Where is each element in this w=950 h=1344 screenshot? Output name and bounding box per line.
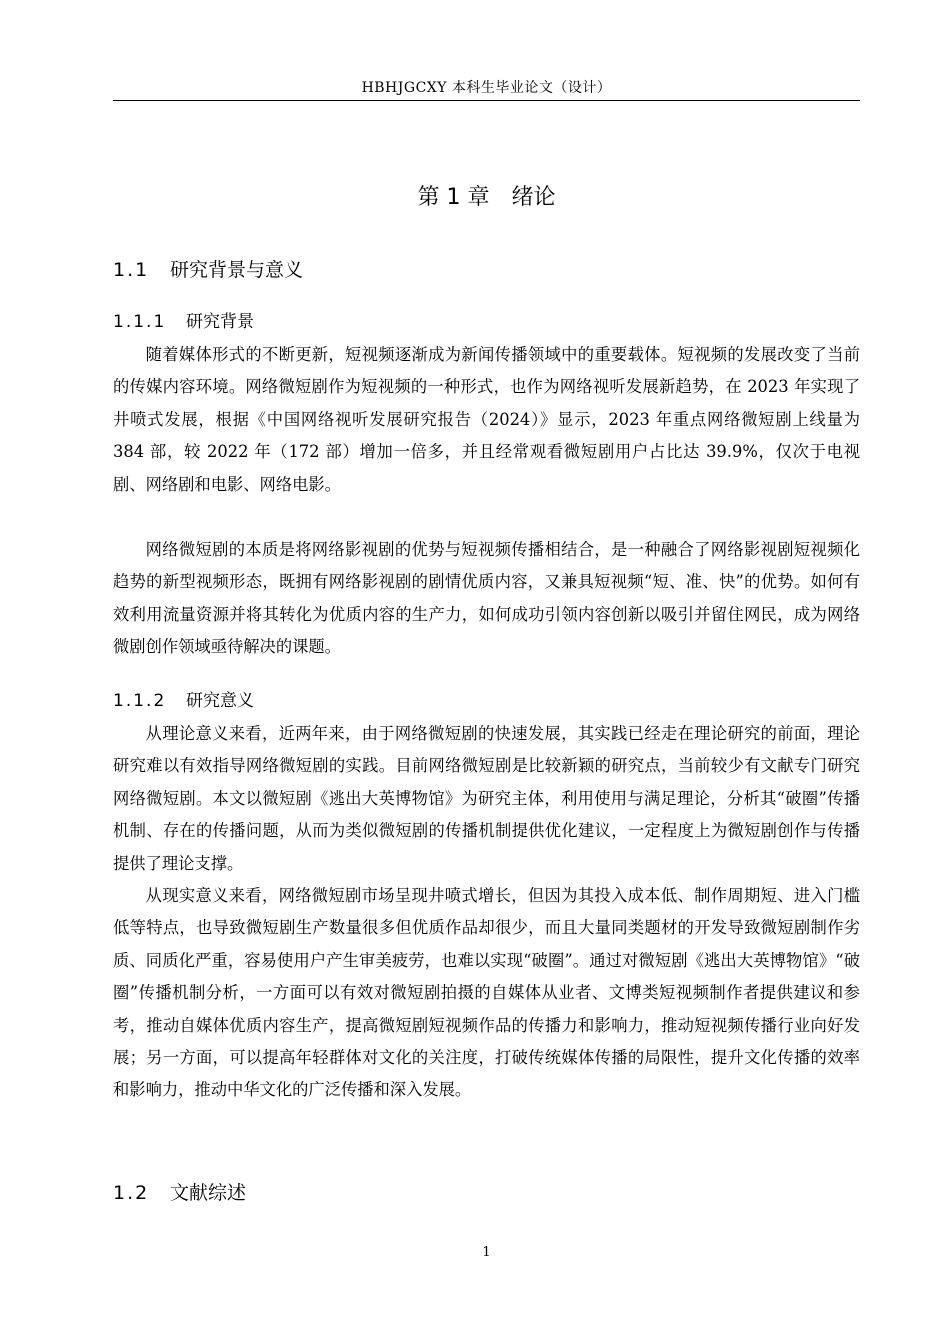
- section-number: 1.1: [113, 259, 150, 281]
- section-number: 1.2: [113, 1182, 150, 1204]
- subsection-title: 研究背景: [186, 312, 254, 332]
- paragraph-significance-2: 从现实意义来看，网络微短剧市场呈现井喷式增长，但因为其投入成本低、制作周期短、进入门槛低等特点，也导致微短剧生产数量很多但优质作品却很少，而且大量同类题材的开发导致微短剧制作劣质、同质化严重，容易使用户产生审美疲劳，也难以实现“破圈”。通过对微短剧《逃出大英博物馆》“破圈”传播机制分析，一方面可以有效对微短剧拍摄的自媒体从业者、文博类短视频制作者提供建议和参考，推动自媒体优质内容生产，提高微短剧短视频作品的传播力和影响力，推动短视频传播行业向好发展；另一方面，可以提高年轻群体对文化的关注度，打破传统媒体传播的局限性，提升文化传播的效率和影响力，推动中华文化的广泛传播和深入发展。: [113, 886, 860, 1100]
- paragraph-background-2: 网络微短剧的本质是将网络影视剧的优势与短视频传播相结合，是一种融合了网络影视剧短视频化趋势的新型视频形态，既拥有网络影视剧的剧情优质内容，又兼具短视频“短、准、快”的优势。如何有效利用流量资源并将其转化为优质内容的生产力，如何成功引领内容创新以吸引并留住网民，成为网络微剧创作领域亟待解决的课题。: [113, 540, 860, 657]
- subsection-heading-1-1-2: [113, 686, 254, 711]
- running-header: HBHJGCXY 本科生毕业论文（设计）: [361, 80, 612, 96]
- page-number: 1: [482, 1245, 491, 1260]
- subsection-number: 1.1.1: [113, 312, 167, 332]
- header-divider: [113, 100, 860, 101]
- section-title: 研究背景与意义: [170, 259, 304, 281]
- subsection-heading-1-1-1: [113, 307, 254, 332]
- chapter-title: 第 1 章 绪论: [417, 185, 556, 210]
- subsection-number: 1.1.2: [113, 691, 167, 711]
- section-heading-1-1: [113, 255, 303, 282]
- subsection-title: 研究意义: [186, 691, 254, 711]
- paragraph-background-1: 随着媒体形式的不断更新，短视频逐渐成为新闻传播领域中的重要载体。短视频的发展改变了当前的传媒内容环境。网络微短剧作为短视频的一种形式，也作为网络视听发展新趋势，在 2023 年实现了井喷式发展，根据《中国网络视听发展研究报告（2024）》显示，2023 年重点网络微短剧上线量为 384 部，较 2022 年（172 部）增加一倍多，并且经常观看微短剧用户占比达 39.9%，仅次于电视剧、网络剧和电影、网络电影。: [113, 345, 860, 494]
- section-title: 文献综述: [170, 1182, 247, 1204]
- section-heading-1-2: [113, 1178, 246, 1205]
- paragraph-significance-1: 从理论意义来看，近两年来，由于网络微短剧的快速发展，其实践已经走在理论研究的前面，理论研究难以有效指导网络微短剧的实践。目前网络微短剧是比较新颖的研究点，当前较少有文献专门研究网络微短剧。本文以微短剧《逃出大英博物馆》为研究主体，利用使用与满足理论，分析其“破圈”传播机制、存在的传播问题，从而为类似微短剧的传播机制提供优化建议，一定程度上为微短剧创作与传播提供了理论支撑。: [113, 724, 860, 873]
